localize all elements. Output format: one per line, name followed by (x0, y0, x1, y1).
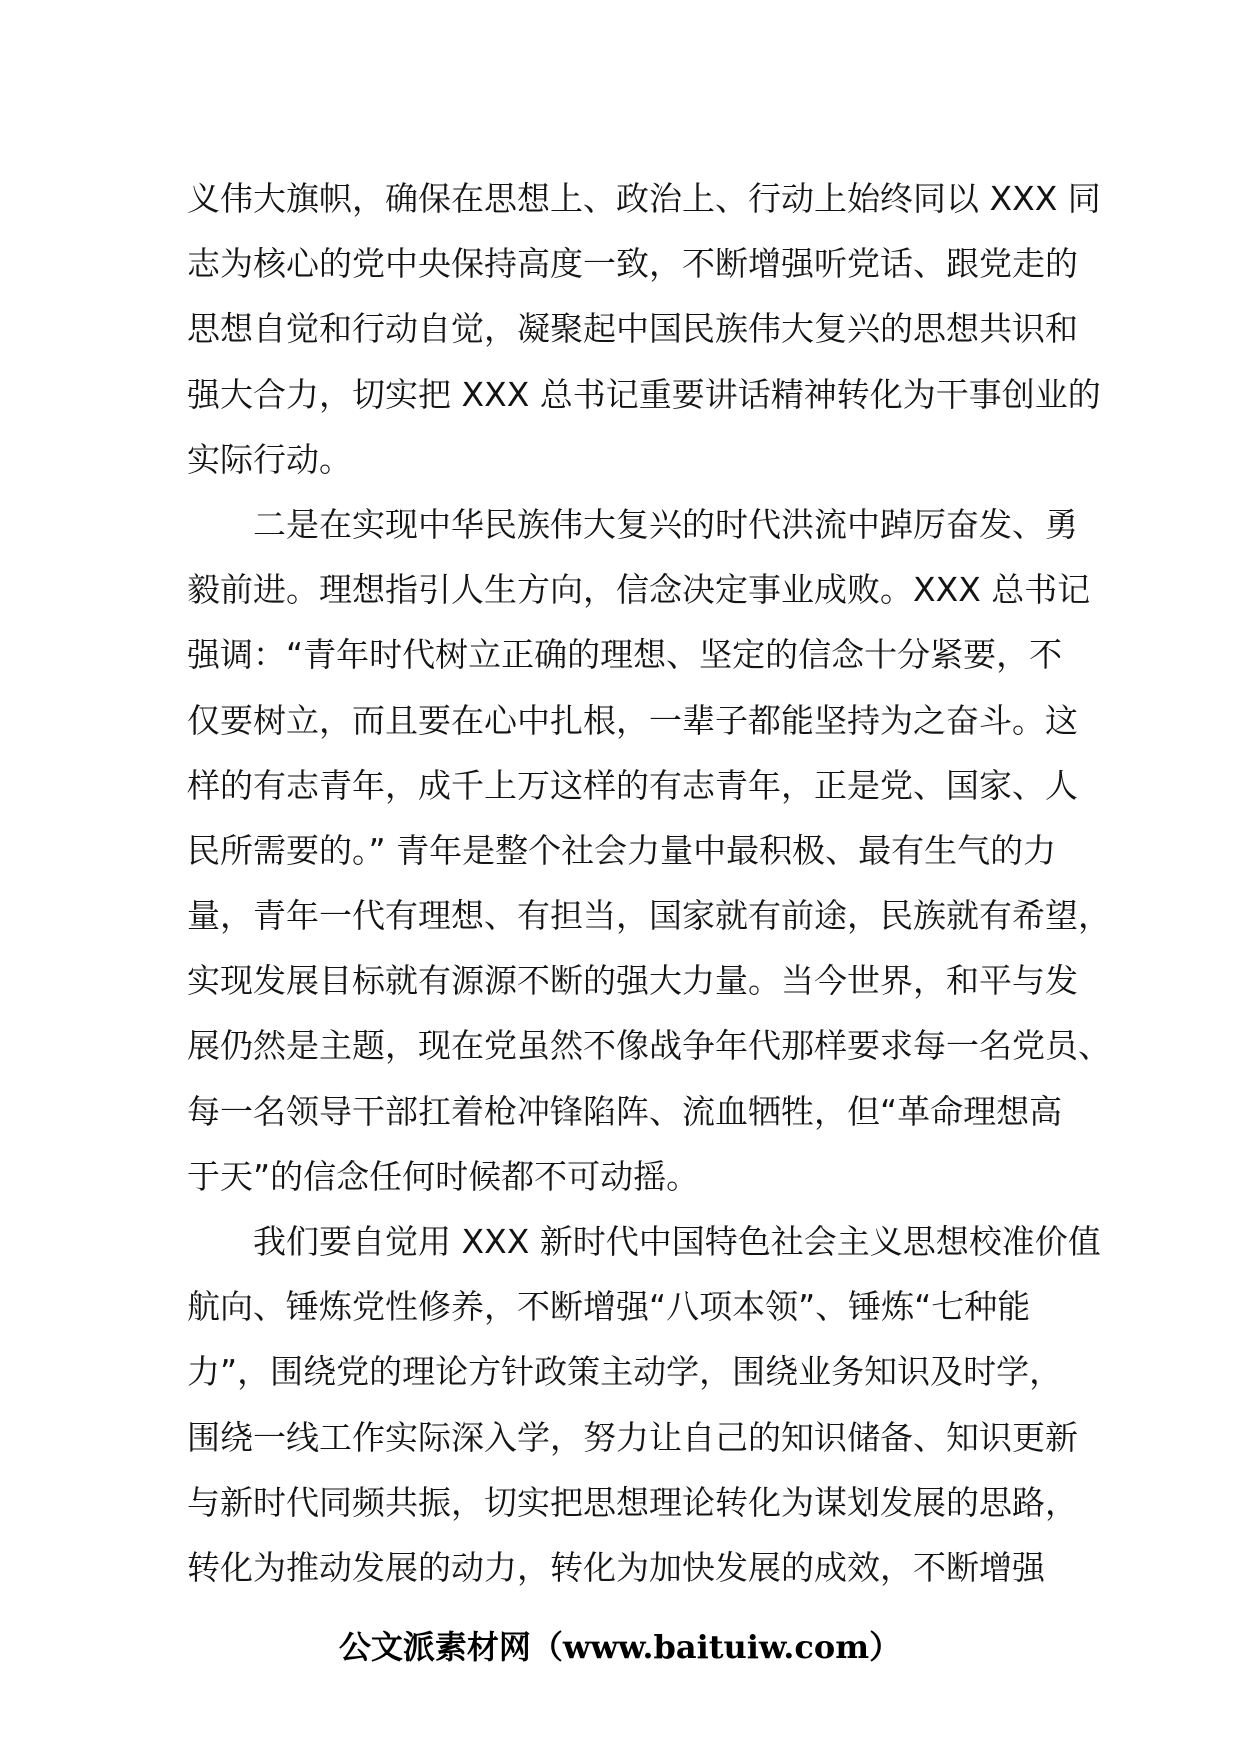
text-line: 展仍然是主题，现在党虽然不像战争年代那样要求每一名党员、 (187, 1026, 1111, 1066)
text-line: 强大合力，切实把 XXX 总书记重要讲话精神转化为干事创业的 (187, 374, 1101, 414)
text-line: 航向、锤炼党性修养，不断增强“八项本领”、锤炼“七种能 (187, 1287, 1031, 1327)
text-line: 毅前进。理想指引人生方向，信念决定事业成败。XXX 总书记 (187, 570, 1091, 610)
text-line: 思想自觉和行动自觉，凝聚起中国民族伟大复兴的思想共识和 (187, 309, 1078, 349)
text-line: 民所需要的。” 青年是整个社会力量中最积极、最有生气的力 (187, 830, 1057, 870)
text-line: 围绕一线工作实际深入学，努力让自己的知识储备、知识更新 (187, 1417, 1078, 1457)
text-line: 样的有志青年，成千上万这样的有志青年，正是党、国家、人 (187, 765, 1078, 805)
paragraph-start-line: 我们要自觉用 XXX 新时代中国特色社会主义思想校准价值 (253, 1222, 1101, 1261)
paragraph-start-line: 二是在实现中华民族伟大复兴的时代洪流中踔厉奋发、勇 (253, 504, 1078, 544)
footer-watermark: 公文派素材网（www.baituiw.com） (338, 1628, 902, 1666)
text-line: 实现发展目标就有源源不断的强大力量。当今世界，和平与发 (187, 961, 1078, 1001)
text-line: 与新时代同频共振，切实把思想理论转化为谋划发展的思路， (187, 1482, 1078, 1522)
text-line: 实际行动。 (187, 439, 352, 479)
text-line: 量，青年一代有理想、有担当，国家就有前途，民族就有希望， (187, 896, 1111, 936)
text-line: 于天”的信念任何时候都不可动摇。 (187, 1156, 700, 1196)
text-line: 义伟大旗帜，确保在思想上、政治上、行动上始终同以 XXX 同 (187, 179, 1101, 218)
text-line: 每一名领导干部扛着枪冲锋陷阵、流血牺牲，但“革命理想高 (187, 1091, 1063, 1131)
body-text (187, 166, 1111, 1600)
text-line: 转化为推动发展的动力，转化为加快发展的成效，不断增强 (187, 1547, 1045, 1587)
text-line: 强调：“青年时代树立正确的理想、坚定的信念十分紧要，不 (187, 635, 1063, 675)
text-line: 仅要树立，而且要在心中扎根，一辈子都能坚持为之奋斗。这 (187, 700, 1078, 740)
text-line: 志为核心的党中央保持高度一致，不断增强听党话、跟党走的 (187, 244, 1078, 284)
text-line: 力”，围绕党的理论方针政策主动学，围绕业务知识及时学， (187, 1352, 1063, 1392)
